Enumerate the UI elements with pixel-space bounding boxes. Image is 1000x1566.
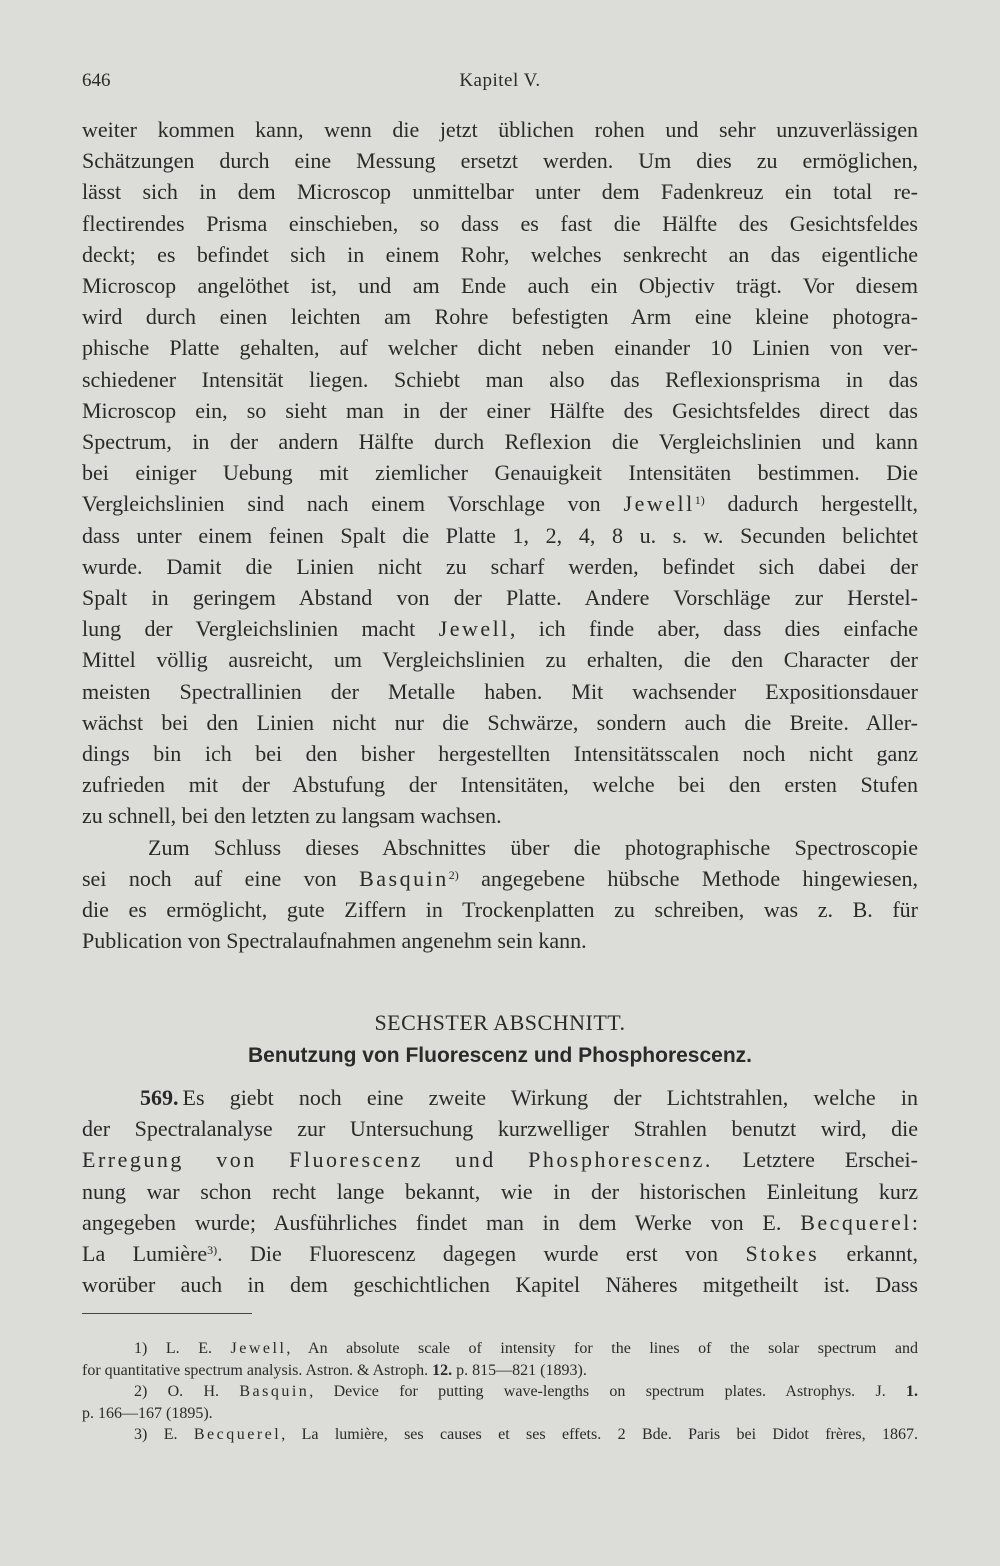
footnote-3-line (82, 1424, 918, 1446)
text-line: Zum Schluss dieses Abschnittes über die photographische Spectroscopie (148, 834, 918, 860)
chapter-title: Kapitel V. (459, 70, 541, 91)
text-line: zu schnell, bei den letzten zu langsam wachsen. (82, 803, 502, 829)
text-run: Vergleichslinien sind nach einem Vorschlage von (82, 491, 624, 517)
volume-number: 1. (906, 1383, 918, 1400)
text-line: wächst bei den Linien nicht nur die Schwärze, sondern auch die Breite. Aller- (82, 709, 918, 735)
footnote-ref: 1) (694, 493, 705, 508)
running-header (82, 70, 918, 100)
text-line (82, 488, 918, 519)
text-line: dass unter einem feinen Spalt die Platte 1, 2, 4, 8 u. s. w. Secunden belichtet (82, 522, 918, 548)
text-run: lung der Vergleichslinien macht (82, 616, 439, 642)
volume-number: 12. (432, 1361, 453, 1379)
footnote-2-line (82, 1381, 918, 1403)
footnote-ref: 2) (448, 867, 459, 882)
text-run: . Die Fluorescenz dagegen wurde erst von (217, 1241, 746, 1267)
section-subtitle: Benutzung von Fluorescenz und Phosphorescenz. (247, 1044, 753, 1067)
text-line: die es ermöglicht, gute Ziffern in Trockenplatten zu schreiben, was z. B. für (82, 897, 918, 923)
text-line: deckt; es befindet sich in einem Rohr, welches senkrecht an das eigentliche (82, 241, 918, 267)
author-name: Becquerel (193, 1426, 282, 1443)
text-line: Spectrum, in der andern Hälfte durch Reflexion die Vergleichslinien und kann (82, 429, 918, 455)
text-line: bei einiger Uebung mit ziemlicher Genauigkeit Intensitäten bestimmen. Die (82, 460, 918, 486)
author-name: Becquerel (800, 1209, 912, 1235)
emphasized-text: Erregung von Fluorescenz und Phosphorescenz. (82, 1147, 713, 1173)
text-run: 1) L. E. (134, 1340, 231, 1357)
section-text (82, 1082, 918, 1300)
text-line: Microscop angelöthet ist, und am Ende auch ein Objectiv trägt. Vor diesem (82, 273, 918, 299)
text-run: angegebene hübsche Methode hingewiesen, (458, 865, 918, 891)
text-line (82, 863, 918, 894)
text-line: dings bin ich bei den bisher hergestellten Intensitätsscalen noch nicht ganz (82, 741, 918, 767)
footnote-divider (82, 1313, 252, 1314)
text-line: worüber auch in dem geschichtlichen Kapitel Näheres mitgetheilt ist. Dass (82, 1272, 918, 1298)
text-line: Schätzungen durch eine Messung ersetzt werden. Um dies zu ermöglichen, (82, 148, 918, 174)
text-line (82, 1082, 918, 1113)
footnote-1-line (82, 1360, 918, 1382)
text-line: der Spectralanalyse zur Untersuchung kurzwelliger Strahlen benutzt wird, die (82, 1116, 918, 1142)
text-run: Es giebt noch eine zweite Wirkung der Lichtstrahlen, welche in (182, 1085, 918, 1110)
text-line (82, 613, 918, 644)
text-run: 3) E. (134, 1426, 194, 1443)
text-run: : (911, 1209, 918, 1235)
text-line: lässt sich in dem Microscop unmittelbar unter dem Fadenkreuz ein total re- (82, 179, 918, 205)
text-run: erkannt, (819, 1241, 918, 1267)
text-line (82, 1207, 918, 1238)
text-line: weiter kommen kann, wenn die jetzt üblichen rohen und sehr unzuverlässigen (82, 117, 918, 142)
text-run: sei noch auf eine von (82, 865, 360, 891)
text-line (82, 1238, 918, 1269)
footnotes (82, 1338, 918, 1446)
text-run: , An absolute scale of intensity for the lines of the solar spectrum and (286, 1340, 919, 1357)
text-line: schiedener Intensität liegen. Schiebt man also das Reflexionsprisma in das (82, 366, 918, 392)
text-line: zufrieden mit der Abstufung der Intensitäten, welche bei den ersten Stufen (82, 772, 918, 798)
text-line: meisten Spectrallinien der Metalle haben. Mit wachsender Expositionsdauer (82, 678, 918, 704)
text-run: 2) O. H. (134, 1383, 240, 1400)
text-line: Spalt in geringem Abstand von der Platte. Andere Vorschläge zur Herstel- (82, 585, 918, 611)
text-run: for quantitative spectrum analysis. Astron. & Astroph. (82, 1361, 433, 1379)
author-name: Basquin (239, 1383, 310, 1400)
text-line: flectirendes Prisma einschieben, so dass es fast die Hälfte des Gesichtsfeldes (82, 210, 918, 236)
main-text (82, 114, 918, 956)
author-name: Jewell (230, 1340, 287, 1357)
text-run: , ich finde aber, dass dies einfache (509, 616, 918, 642)
text-line: wird durch einen leichten am Rohre befestigten Arm eine kleine photogra- (82, 304, 918, 330)
text-run: , Device for putting wave-lengths on spectrum plates. Astrophys. J. (309, 1383, 906, 1400)
author-name: Jewell (623, 491, 695, 517)
section-title: SECHSTER ABSCHNITT. (374, 1010, 626, 1035)
text-line: phische Platte gehalten, auf welcher dicht neben einander 10 Linien von ver- (82, 335, 918, 361)
text-line: Mittel völlig ausreicht, um Vergleichslinien zu erhalten, die den Character der (82, 647, 918, 673)
text-run: , La lumière, ses causes et ses effets. 2 Bde. Paris bei Didot frères, 1867. (281, 1426, 919, 1443)
text-line: nung war schon recht lange bekannt, wie in der historischen Einleitung kurz (82, 1178, 918, 1204)
text-run: p. 815—821 (1893). (452, 1361, 587, 1379)
footnote-1-line (82, 1338, 918, 1360)
text-run: dadurch hergestellt, (704, 491, 918, 517)
text-run: angegeben wurde; Ausführliches findet man in dem Werke von E. (82, 1209, 801, 1235)
footnote-ref: 3) (207, 1243, 218, 1258)
text-run: La Lumière (82, 1241, 208, 1267)
text-line: wurde. Damit die Linien nicht zu scharf werden, befindet sich dabei der (82, 553, 918, 579)
text-run: Letztere Erschei- (712, 1147, 918, 1173)
footnote-2-line: p. 166—167 (1895). (82, 1404, 213, 1422)
author-name: Basquin (359, 865, 449, 891)
text-line: Publication von Spectralaufnahmen angenehm sein kann. (82, 928, 587, 954)
page-number: 646 (82, 70, 111, 91)
author-name: Stokes (745, 1241, 820, 1267)
paragraph-number: 569. (140, 1085, 179, 1110)
text-line (82, 1144, 918, 1175)
text-line: Microscop ein, so sieht man in der einer Hälfte des Gesichtsfeldes direct das (82, 397, 918, 423)
author-name: Jewell (438, 616, 510, 642)
